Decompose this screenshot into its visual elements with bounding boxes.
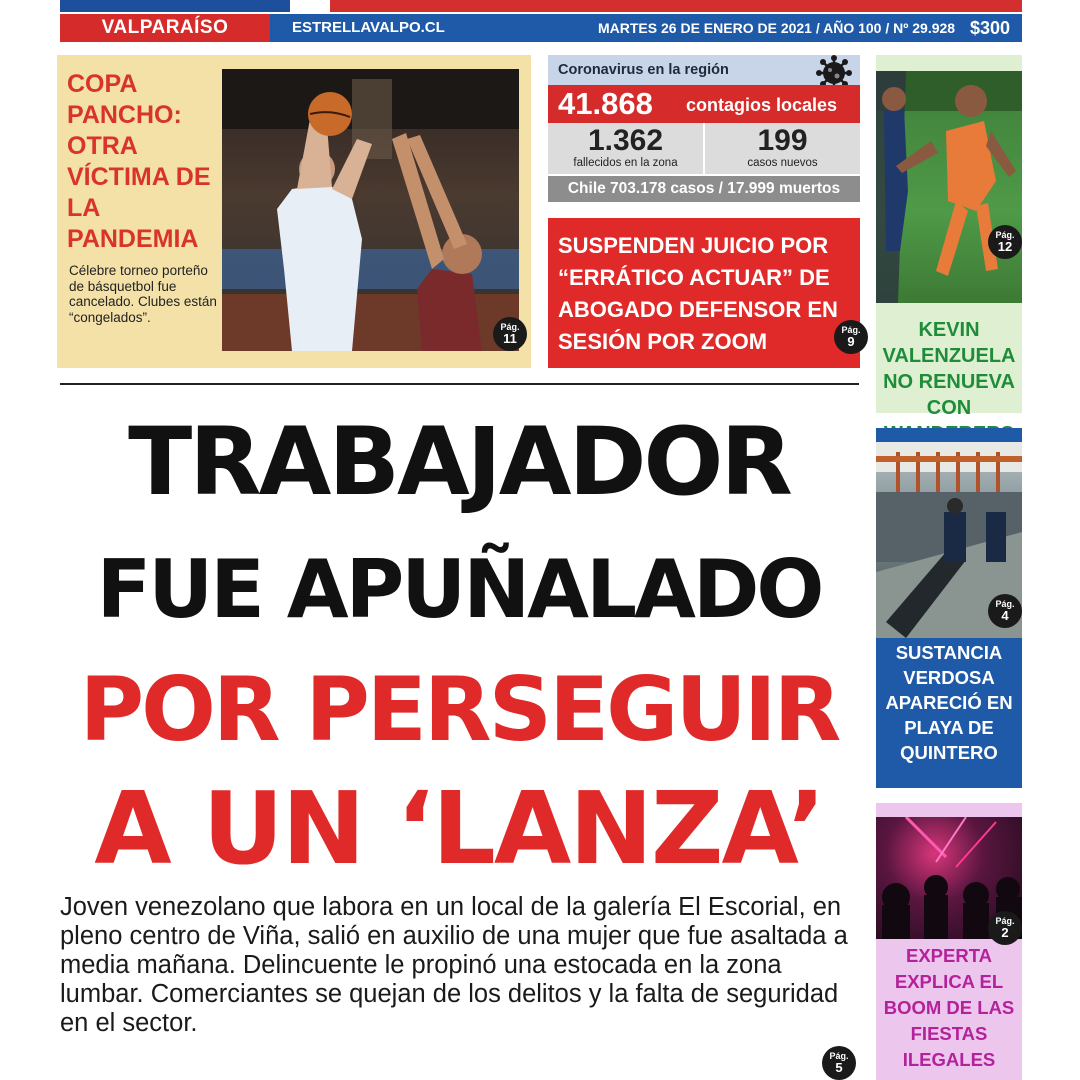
covid-stats-box [548,55,860,205]
covid-nuevos [705,123,860,174]
experta-story[interactable] [876,803,1022,1080]
copa-headline: COPA PANCHO: OTRA VÍCTIMA DE LA PANDEMIA [67,70,211,253]
covid-fallecidos [548,123,703,174]
main-headline-line4[interactable]: A UN ‘LANZA’ [94,770,824,887]
covid-header: Coronavirus en la región [548,55,860,85]
masthead-city: VALPARAÍSO [60,14,270,42]
kevin-headline: KEVIN VALENZUELA NO RENUEVA CON [882,319,1016,419]
copa-pancho-story[interactable] [57,55,531,368]
section-divider [60,383,859,385]
masthead-datebar [60,14,1022,42]
sustancia-headline: SUSTANCIA VERDOSA APARECIÓ EN PLAYA DE QUINTERO [885,642,1013,763]
copa-dek: Célebre torneo porteño de básquetbol fue cancelado. Clubes están “congelados”. [69,263,217,325]
main-headline-line2[interactable]: FUE APUÑALADO [96,543,822,636]
suspenden-story[interactable] [548,218,860,368]
sustancia-page-badge[interactable]: Pág. 4 [988,594,1022,628]
covid-contagios-row [548,85,860,123]
masthead-website[interactable]: ESTRELLAVALPO.CL [292,19,445,36]
covid-nuevos-label: casos nuevos [747,157,818,169]
main-headline-line3[interactable]: POR PERSEGUIR [79,658,839,761]
basketball-photo [222,69,519,351]
masthead-dateline: MARTES 26 DE ENERO DE 2021 / AÑO 100 / Nº 29.928 [598,20,956,36]
soccer-photo [876,71,1022,303]
covid-nuevos-value: 199 [757,124,808,157]
experta-headline: EXPERTA EXPLICA EL BOOM DE LAS FIESTAS ILEGALES [883,945,1015,1070]
masthead-color-strip [60,0,1022,12]
covid-contagios-label: contagios locales [686,95,838,115]
main-story-body: Joven venezolano que labora en un local de la galería El Escorial, en pleno centro de Viña, salió en auxilio de una mujer que fue asaltada a media mañana. Delincuente le propinó una estocada en la zona lumbar. Comerciantes se quejan de los delitos y la falta de seguridad en el sector. [60,893,848,1037]
covid-fallecidos-value: 1.362 [587,124,664,157]
covid-chile-totals: Chile 703.178 casos / 17.999 muertos [548,176,860,202]
main-headline-line1[interactable]: TRABAJADOR [128,408,790,517]
masthead-price: $300 [969,18,1010,38]
copa-page-badge[interactable]: Pág. 11 [493,317,527,351]
covid-contagios-value: 41.868 [558,86,653,121]
experta-page-badge[interactable]: Pág. 2 [988,911,1022,945]
covid-fallecidos-label: fallecidos en la zona [573,157,678,169]
suspenden-page-badge[interactable]: Pág. 9 [834,320,868,354]
main-page-badge[interactable]: Pág. 5 [822,1046,856,1080]
suspenden-headline: SUSPENDEN JUICIO POR “ERRÁTICO ACTUAR” DE ABOGADO DEFENSOR EN SESIÓN POR ZOOM [558,233,838,354]
kevin-page-badge[interactable]: Pág. 12 [988,225,1022,259]
kevin-story[interactable] [876,55,1022,419]
sustancia-story[interactable] [876,428,1022,788]
